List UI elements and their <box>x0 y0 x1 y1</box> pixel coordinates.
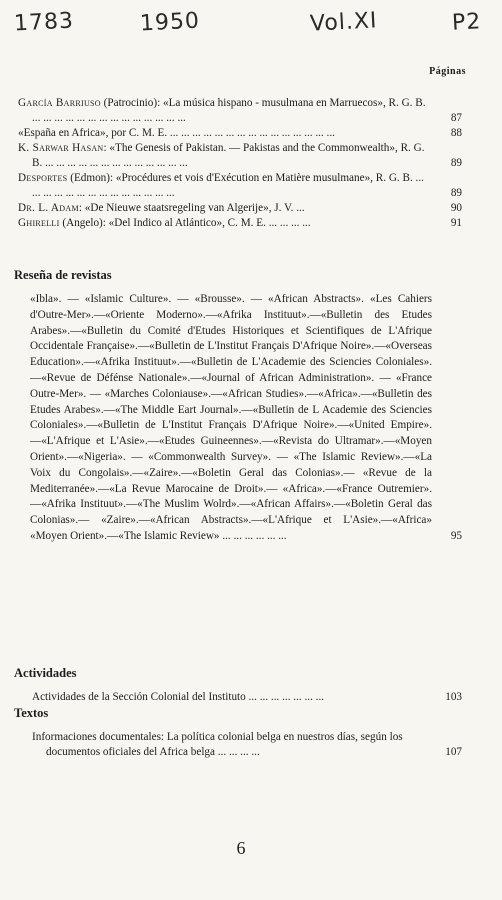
reviews-entry <box>30 292 462 545</box>
paginas-header: Páginas <box>429 66 466 77</box>
entry-adam <box>18 201 462 216</box>
section-heading-actividades: Actividades <box>14 666 77 680</box>
entry-author: García Barriuso <box>18 97 101 109</box>
entry-page: 90 <box>450 202 462 214</box>
entry-page: 107 <box>445 746 462 758</box>
actividades-entry <box>32 690 462 705</box>
entry-page: 89 <box>450 187 462 199</box>
handwritten-note-1: 1783 <box>13 8 75 37</box>
entry-author: Dr. L. Adam <box>18 202 79 214</box>
textos-entry <box>32 730 462 760</box>
entry-page: 91 <box>450 217 462 229</box>
entry-text: : «De Nieuwe staatsregeling van Algerije», J. V. ... <box>78 202 305 214</box>
entry-page: 103 <box>445 691 462 703</box>
handwritten-note-2: 1950 <box>139 8 201 37</box>
entry-author: Desportes <box>18 172 68 184</box>
reviews-text: «Ibla». — «Islamic Culture». — «Brousse». — «African Abstracts». «Les Cahiers d'Outre-Mer».—«Oriente Moderno».—«Afrika Instituut».—«Bulletin des Etudes Arabes».—«Bulletin du Comité d'Etudes Historiques et Scientifiques de L'Afrique Occidentale Française».—«Bulletin de L'Institut Français D'Afrique Noire».—«Overseas Education».—«Afrika Instituut».—«Bulletin de L'Academie des Sciencies Coloniales».—«Revue de Défénse Nationale».—«Journal of African Administration». — «France Outre-Mer». — «Marches Coloniause».—«African Studies».—«Africa».—«Bulletin des Etudes Arabes».—«The Middle Eart Journal».—«Bulletin de L Academie des Sciencies Coloniales».—«Bulletin de L'Institut Français D'Afrique Noire».—«United Empire».—«L'Afrique et L'Asie».—«Etudes Guineennes».—«Revista do Ultramar».—«Moyen Orient».—«Nigeria». — «Commonwealth Survey». — «The Islamic Review».—«La Voix du Congolais».—«Zaire».—«Boletin Geral das Colonias».— «Revue de la Mediterranée».—«La Revue Marocaine de Droit».— «Africa».—«France Outremier».—«Afrika Instituut».—«The Muslim Wolrd».—«African Affairs».—«Boletin Geral das Colonias».— «Zaire».—«African Abstracts».—«L'Afrique et L'Asie».—«Africa» «Moyen Orient».—«The Islamic Review» ... ... ... ... ... ... <box>30 293 432 542</box>
entry-text: (Patrocinio): «La música hispano - musulmana en Marruecos», R. G. B. ... ... ... ... ... ... ... ... ... ... ... ... ... ... <box>32 97 426 124</box>
actividades-block <box>32 690 462 705</box>
handwritten-note-3: Vol.XI <box>309 8 379 37</box>
entry-author: K. Sarwar Hasan <box>18 142 104 154</box>
entry-page: 88 <box>450 127 462 139</box>
reviews-page: 95 <box>450 529 462 542</box>
section-heading-resena: Reseña de revistas <box>14 268 112 282</box>
textos-block <box>32 730 462 760</box>
entry-page: 89 <box>450 157 462 169</box>
entry-page: 87 <box>450 112 462 124</box>
entry-author: Ghirelli <box>18 217 60 229</box>
entry-text: : «The Genesis of Pakistan. — Pakistas and the Commonwealth», R. G. B. ... ... ... ... ... ... ... ... ... ... ... ... ... <box>32 142 425 169</box>
entry-text: (Edmon): «Procédures et vois d'Exécution en Matière musulmane», R. G. B. ... ... ... ... ... ... ... ... ... ... ... ... ... ... <box>32 172 424 199</box>
entry-garcia-barriuso <box>18 96 462 126</box>
entry-desportes <box>18 171 462 201</box>
entry-text: (Angelo): «Del Indico al Atlántico», C. M. E. ... ... ... ... <box>59 217 311 229</box>
page-number: 6 <box>236 838 246 858</box>
entry-ghirelli <box>18 216 462 231</box>
entry-sarwar-hasan <box>18 141 462 171</box>
entry-text: Informaciones documentales: La política colonial belga en nuestros días, según los documentos oficiales del Africa belga ... ... ... ... <box>32 731 403 758</box>
bibliography-entries <box>18 96 462 231</box>
entry-text: «España en Africa», por C. M. E. ... ... ... ... ... ... ... ... ... ... ... ... ... ... ... <box>18 127 335 139</box>
section-heading-textos: Textos <box>14 706 49 720</box>
entry-text: Actividades de la Sección Colonial del Instituto ... ... ... ... ... ... ... <box>32 691 325 703</box>
entry-espana-africa <box>18 126 462 141</box>
handwritten-note-4: P2 <box>451 9 482 36</box>
